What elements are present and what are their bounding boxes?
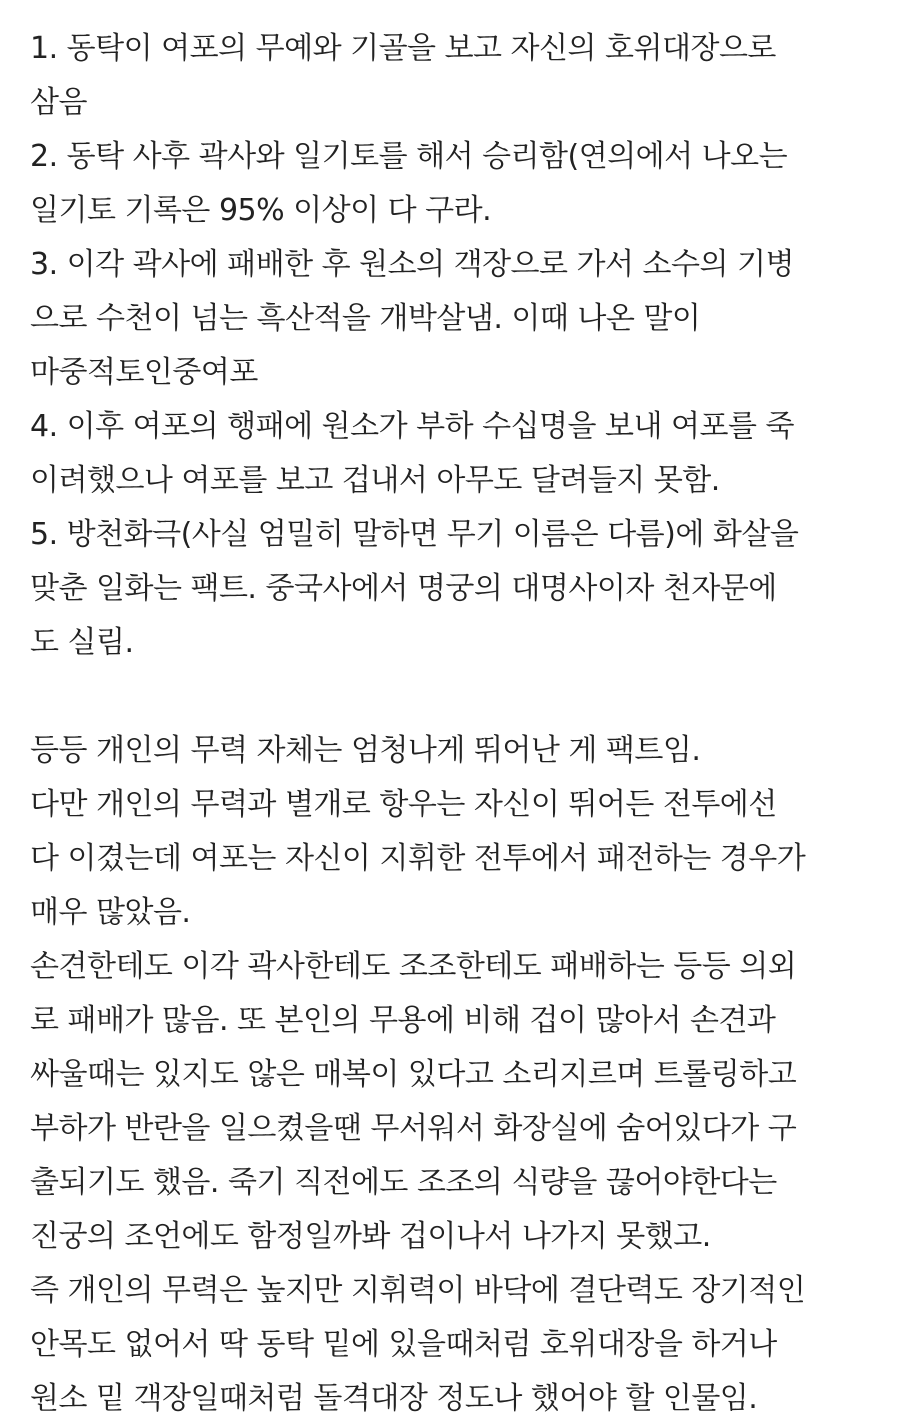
text-line-8: 4. 이후 여포의 행패에 원소가 부하 수십명을 보내 여포를 죽 [30, 409, 794, 444]
text-line-12: 도 실림. [30, 625, 134, 660]
text-line-7: 마중적토인중여포 [30, 355, 258, 390]
text-line-18: 손견한테도 이각 곽사한테도 조조한테도 패배하는 등등 의외 [30, 949, 797, 984]
text-line-4: 일기토 기록은 95% 이상이 다 구라. [30, 193, 492, 228]
text-line-1: 1. 동탁이 여포의 무예와 기골을 보고 자신의 호위대장으로 [30, 31, 776, 66]
text-line-17: 매우 많았음. [30, 895, 191, 930]
paragraph-gap [30, 670, 870, 724]
text-line-20: 싸울때는 있지도 않은 매복이 있다고 소리지르며 트롤링하고 [30, 1057, 797, 1092]
text-line-2: 삼음 [30, 85, 87, 120]
text-line-14: 등등 개인의 무력 자체는 엄청나게 뛰어난 게 팩트임. [30, 733, 701, 768]
text-line-25: 안목도 없어서 딱 동탁 밑에 있을때처럼 호위대장을 하거나 [30, 1327, 777, 1362]
text-line-22: 출되기도 했음. 죽기 직전에도 조조의 식량을 끊어야한다는 [30, 1165, 777, 1200]
text-line-10: 5. 방천화극(사실 엄밀히 말하면 무기 이름은 다름)에 화살을 [30, 517, 799, 552]
text-line-24: 즉 개인의 무력은 높지만 지휘력이 바닥에 결단력도 장기적인 [30, 1273, 806, 1308]
text-line-9: 이려했으나 여포를 보고 겁내서 아무도 달려들지 못함. [30, 463, 720, 498]
text-line-15: 다만 개인의 무력과 별개로 항우는 자신이 뛰어든 전투에선 [30, 787, 777, 822]
text-line-6: 으로 수천이 넘는 흑산적을 개박살냄. 이때 나온 말이 [30, 301, 701, 336]
text-line-11: 맞춘 일화는 팩트. 중국사에서 명궁의 대명사이자 천자문에 [30, 571, 777, 606]
text-line-19: 로 패배가 많음. 또 본인의 무용에 비해 겁이 많아서 손견과 [30, 1003, 776, 1038]
text-line-5: 3. 이각 곽사에 패배한 후 원소의 객장으로 가서 소수의 기병 [30, 247, 794, 282]
text-line-23: 진궁의 조언에도 함정일까봐 겁이나서 나가지 못했고. [30, 1219, 711, 1254]
text-line-3: 2. 동탁 사후 곽사와 일기토를 해서 승리함(연의에서 나오는 [30, 139, 788, 174]
text-line-21: 부하가 반란을 일으켰을땐 무서워서 화장실에 숨어있다가 구 [30, 1111, 797, 1146]
text-line-26: 원소 밑 객장일때처럼 돌격대장 정도나 했어야 할 인물임. [30, 1381, 758, 1416]
text-line-16: 다 이겼는데 여포는 자신이 지휘한 전투에서 패전하는 경우가 [30, 841, 806, 876]
